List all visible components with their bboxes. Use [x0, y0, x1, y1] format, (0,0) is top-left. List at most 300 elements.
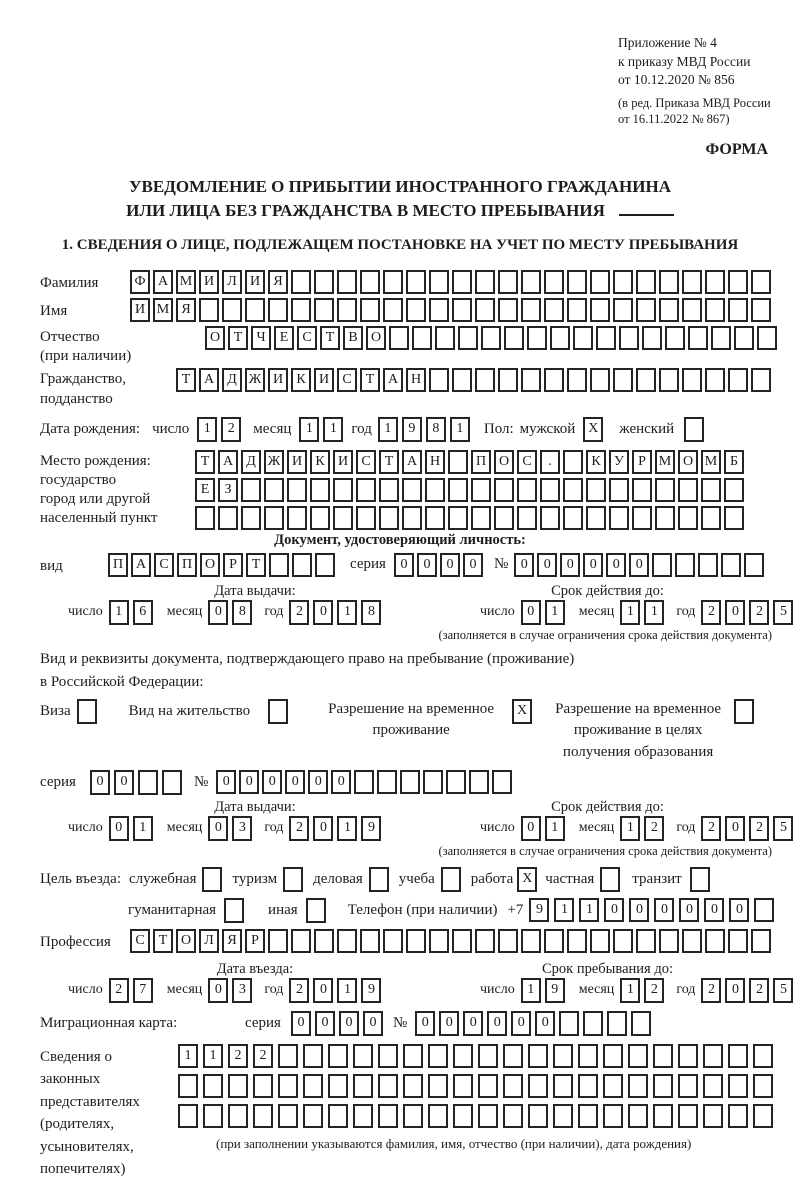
mig-number-cell[interactable]: 0 [511, 1011, 531, 1036]
given-name-cell[interactable] [383, 298, 403, 322]
surname-cell[interactable] [383, 270, 403, 294]
id-valid-day-cell[interactable]: 0 [521, 600, 541, 625]
birth-place-cell[interactable]: Е [195, 478, 215, 502]
surname-cell[interactable] [751, 270, 771, 294]
birth-year-cell[interactable]: 1 [450, 417, 470, 442]
profession-cell[interactable] [544, 929, 564, 953]
id-number-cell[interactable] [675, 553, 695, 577]
birth-place-cell[interactable]: П [471, 450, 491, 474]
given-name-cell[interactable]: М [153, 298, 173, 322]
representatives-cell[interactable] [353, 1074, 373, 1098]
id-series-cell[interactable]: 0 [394, 553, 414, 577]
surname-cell[interactable]: Я [268, 270, 288, 294]
representatives-cell[interactable]: 2 [228, 1044, 248, 1068]
citizenship-cell[interactable] [636, 368, 656, 392]
entry-day-cell[interactable]: 7 [133, 978, 153, 1003]
given-name-cell[interactable] [728, 298, 748, 322]
representatives-cell[interactable] [678, 1044, 698, 1068]
id-number-cell[interactable]: 0 [606, 553, 626, 577]
representatives-cell[interactable] [328, 1044, 348, 1068]
citizenship-cell[interactable]: Н [406, 368, 426, 392]
birth-place-cell[interactable]: Р [632, 450, 652, 474]
mig-number-cell[interactable]: 0 [439, 1011, 459, 1036]
given-name-cell[interactable] [475, 298, 495, 322]
given-name-cell[interactable]: Я [176, 298, 196, 322]
phone-cell[interactable]: 0 [679, 898, 699, 922]
stay-month-cell[interactable]: 1 [620, 978, 640, 1003]
representatives-cell[interactable] [428, 1104, 448, 1128]
representatives-cell[interactable] [528, 1074, 548, 1098]
surname-cell[interactable] [475, 270, 495, 294]
residence-permit-cell[interactable] [268, 699, 288, 724]
representatives-cell[interactable] [303, 1104, 323, 1128]
citizenship-cell[interactable] [521, 368, 541, 392]
phone-cell[interactable]: 0 [704, 898, 724, 922]
given-name-cell[interactable] [590, 298, 610, 322]
entry-year-cell[interactable]: 1 [337, 978, 357, 1003]
representatives-cell[interactable] [503, 1104, 523, 1128]
birth-place-cell[interactable]: И [333, 450, 353, 474]
birth-place-cell[interactable] [586, 478, 606, 502]
patronymic-cell[interactable]: Т [320, 326, 340, 350]
representatives-cell[interactable] [728, 1044, 748, 1068]
representatives-cell[interactable] [278, 1074, 298, 1098]
birth-place-cell[interactable]: К [586, 450, 606, 474]
profession-cell[interactable]: Я [222, 929, 242, 953]
res-number-cell[interactable]: 0 [216, 770, 236, 794]
entry-year-cell[interactable]: 2 [289, 978, 309, 1003]
id-number-cell[interactable]: 0 [537, 553, 557, 577]
representatives-cell[interactable] [478, 1044, 498, 1068]
profession-cell[interactable] [567, 929, 587, 953]
surname-cell[interactable] [406, 270, 426, 294]
birth-place-cell[interactable] [609, 506, 629, 530]
mig-number-cell[interactable]: 0 [487, 1011, 507, 1036]
surname-cell[interactable] [728, 270, 748, 294]
entry-month-cell[interactable]: 0 [208, 978, 228, 1003]
res-number-cell[interactable]: 0 [239, 770, 259, 794]
representatives-cell[interactable] [278, 1044, 298, 1068]
patronymic-cell[interactable] [389, 326, 409, 350]
res-number-cell[interactable]: 0 [262, 770, 282, 794]
birth-place-cell[interactable]: С [356, 450, 376, 474]
representatives-cell[interactable] [453, 1074, 473, 1098]
representatives-cell[interactable] [478, 1074, 498, 1098]
profession-cell[interactable] [383, 929, 403, 953]
citizenship-cell[interactable] [475, 368, 495, 392]
surname-cell[interactable]: Ф [130, 270, 150, 294]
doc-type-cell[interactable] [269, 553, 289, 577]
representatives-cell[interactable] [428, 1044, 448, 1068]
birth-year-cell[interactable]: 9 [402, 417, 422, 442]
id-number-cell[interactable] [698, 553, 718, 577]
res-valid-day-cell[interactable]: 1 [545, 816, 565, 841]
representatives-cell[interactable] [528, 1104, 548, 1128]
birth-place-cell[interactable] [241, 506, 261, 530]
representatives-cell[interactable] [553, 1074, 573, 1098]
temp-residence-edu-cell[interactable] [734, 699, 754, 724]
representatives-cell[interactable] [253, 1074, 273, 1098]
patronymic-cell[interactable] [688, 326, 708, 350]
representatives-cell[interactable] [728, 1104, 748, 1128]
given-name-cell[interactable] [406, 298, 426, 322]
purpose-humanitarian-cell[interactable] [224, 898, 244, 923]
citizenship-cell[interactable]: И [314, 368, 334, 392]
entry-month-cell[interactable]: 3 [232, 978, 252, 1003]
patronymic-cell[interactable] [665, 326, 685, 350]
representatives-cell[interactable] [603, 1044, 623, 1068]
given-name-cell[interactable] [521, 298, 541, 322]
id-issue-day-cell[interactable]: 6 [133, 600, 153, 625]
res-number-cell[interactable] [469, 770, 489, 794]
citizenship-cell[interactable] [705, 368, 725, 392]
surname-cell[interactable]: И [199, 270, 219, 294]
purpose-other-cell[interactable] [306, 898, 326, 923]
given-name-cell[interactable] [360, 298, 380, 322]
profession-cell[interactable] [406, 929, 426, 953]
profession-cell[interactable] [659, 929, 679, 953]
representatives-cell[interactable] [403, 1044, 423, 1068]
res-valid-year-cell[interactable]: 2 [701, 816, 721, 841]
citizenship-cell[interactable]: С [337, 368, 357, 392]
citizenship-cell[interactable]: И [268, 368, 288, 392]
surname-cell[interactable] [705, 270, 725, 294]
representatives-cell[interactable] [353, 1044, 373, 1068]
doc-type-cell[interactable]: П [177, 553, 197, 577]
stay-month-cell[interactable]: 2 [644, 978, 664, 1003]
id-number-cell[interactable]: 0 [583, 553, 603, 577]
id-issue-year-cell[interactable]: 1 [337, 600, 357, 625]
representatives-cell[interactable] [678, 1104, 698, 1128]
profession-cell[interactable]: Р [245, 929, 265, 953]
citizenship-cell[interactable] [498, 368, 518, 392]
visa-cell[interactable] [77, 699, 97, 724]
patronymic-cell[interactable] [757, 326, 777, 350]
birth-year-cell[interactable]: 1 [378, 417, 398, 442]
birth-place-cell[interactable] [701, 478, 721, 502]
res-series-cell[interactable]: 0 [114, 770, 134, 795]
res-number-cell[interactable] [354, 770, 374, 794]
id-valid-year-cell[interactable]: 5 [773, 600, 793, 625]
birth-place-cell[interactable]: Т [379, 450, 399, 474]
birth-place-cell[interactable] [655, 506, 675, 530]
representatives-cell[interactable] [453, 1044, 473, 1068]
representatives-cell[interactable] [653, 1074, 673, 1098]
representatives-cell[interactable] [303, 1074, 323, 1098]
res-issue-year-cell[interactable]: 2 [289, 816, 309, 841]
given-name-cell[interactable] [337, 298, 357, 322]
given-name-cell[interactable] [498, 298, 518, 322]
mig-series-cell[interactable]: 0 [315, 1011, 335, 1036]
entry-day-cell[interactable]: 2 [109, 978, 129, 1003]
id-valid-month-cell[interactable]: 1 [620, 600, 640, 625]
res-number-cell[interactable]: 0 [308, 770, 328, 794]
representatives-cell[interactable] [253, 1104, 273, 1128]
mig-number-cell[interactable] [559, 1011, 579, 1036]
profession-cell[interactable] [636, 929, 656, 953]
representatives-cell[interactable] [578, 1044, 598, 1068]
given-name-cell[interactable] [245, 298, 265, 322]
surname-cell[interactable] [314, 270, 334, 294]
doc-type-cell[interactable]: С [154, 553, 174, 577]
profession-cell[interactable] [268, 929, 288, 953]
birth-place-cell[interactable]: И [287, 450, 307, 474]
phone-cell[interactable]: 0 [654, 898, 674, 922]
id-number-cell[interactable]: 0 [514, 553, 534, 577]
birth-day-cell[interactable]: 1 [197, 417, 217, 442]
patronymic-cell[interactable]: О [205, 326, 225, 350]
patronymic-cell[interactable]: Т [228, 326, 248, 350]
representatives-cell[interactable] [553, 1104, 573, 1128]
patronymic-cell[interactable]: Ч [251, 326, 271, 350]
given-name-cell[interactable] [222, 298, 242, 322]
res-series-cell[interactable] [162, 770, 182, 795]
representatives-cell[interactable] [703, 1074, 723, 1098]
mig-number-cell[interactable] [631, 1011, 651, 1036]
mig-number-cell[interactable]: 0 [463, 1011, 483, 1036]
birth-place-cell[interactable] [448, 506, 468, 530]
given-name-cell[interactable] [291, 298, 311, 322]
res-number-cell[interactable]: 0 [285, 770, 305, 794]
res-issue-year-cell[interactable]: 9 [361, 816, 381, 841]
representatives-cell[interactable] [703, 1044, 723, 1068]
birth-place-cell[interactable] [264, 478, 284, 502]
birth-place-cell[interactable] [563, 506, 583, 530]
patronymic-cell[interactable]: С [297, 326, 317, 350]
surname-cell[interactable] [521, 270, 541, 294]
surname-cell[interactable] [498, 270, 518, 294]
representatives-cell[interactable] [203, 1074, 223, 1098]
representatives-cell[interactable] [478, 1104, 498, 1128]
res-number-cell[interactable] [400, 770, 420, 794]
profession-cell[interactable] [751, 929, 771, 953]
res-number-cell[interactable] [446, 770, 466, 794]
patronymic-cell[interactable] [481, 326, 501, 350]
surname-cell[interactable] [291, 270, 311, 294]
citizenship-cell[interactable] [452, 368, 472, 392]
doc-type-cell[interactable]: Р [223, 553, 243, 577]
birth-place-cell[interactable] [586, 506, 606, 530]
representatives-cell[interactable] [453, 1104, 473, 1128]
profession-cell[interactable] [521, 929, 541, 953]
birth-place-cell[interactable]: . [540, 450, 560, 474]
doc-type-cell[interactable] [315, 553, 335, 577]
id-issue-year-cell[interactable]: 0 [313, 600, 333, 625]
birth-place-cell[interactable]: Т [195, 450, 215, 474]
entry-year-cell[interactable]: 0 [313, 978, 333, 1003]
profession-cell[interactable]: Л [199, 929, 219, 953]
representatives-cell[interactable] [278, 1104, 298, 1128]
representatives-cell[interactable] [203, 1104, 223, 1128]
patronymic-cell[interactable] [596, 326, 616, 350]
birth-month-cell[interactable]: 1 [299, 417, 319, 442]
purpose-study-cell[interactable] [441, 867, 461, 892]
representatives-cell[interactable] [428, 1074, 448, 1098]
birth-place-cell[interactable] [379, 478, 399, 502]
citizenship-cell[interactable]: Д [222, 368, 242, 392]
profession-cell[interactable]: О [176, 929, 196, 953]
representatives-cell[interactable] [653, 1104, 673, 1128]
birth-place-cell[interactable] [195, 506, 215, 530]
patronymic-cell[interactable] [435, 326, 455, 350]
birth-place-cell[interactable] [264, 506, 284, 530]
birth-place-cell[interactable] [655, 478, 675, 502]
representatives-cell[interactable] [703, 1104, 723, 1128]
stay-year-cell[interactable]: 0 [725, 978, 745, 1003]
res-number-cell[interactable]: 0 [331, 770, 351, 794]
patronymic-cell[interactable] [504, 326, 524, 350]
representatives-cell[interactable] [328, 1074, 348, 1098]
representatives-cell[interactable] [628, 1074, 648, 1098]
representatives-cell[interactable] [628, 1044, 648, 1068]
surname-cell[interactable] [567, 270, 587, 294]
res-valid-year-cell[interactable]: 5 [773, 816, 793, 841]
representatives-cell[interactable] [228, 1104, 248, 1128]
birth-place-cell[interactable] [517, 506, 537, 530]
patronymic-cell[interactable] [734, 326, 754, 350]
res-number-cell[interactable] [423, 770, 443, 794]
doc-type-cell[interactable] [292, 553, 312, 577]
representatives-cell[interactable] [378, 1104, 398, 1128]
given-name-cell[interactable] [314, 298, 334, 322]
profession-cell[interactable] [590, 929, 610, 953]
stay-day-cell[interactable]: 9 [545, 978, 565, 1003]
profession-cell[interactable] [613, 929, 633, 953]
birth-place-cell[interactable] [333, 506, 353, 530]
given-name-cell[interactable] [682, 298, 702, 322]
entry-year-cell[interactable]: 9 [361, 978, 381, 1003]
id-valid-day-cell[interactable]: 1 [545, 600, 565, 625]
representatives-cell[interactable] [503, 1044, 523, 1068]
citizenship-cell[interactable] [544, 368, 564, 392]
surname-cell[interactable] [429, 270, 449, 294]
representatives-cell[interactable]: 1 [178, 1044, 198, 1068]
id-issue-day-cell[interactable]: 1 [109, 600, 129, 625]
mig-series-cell[interactable]: 0 [291, 1011, 311, 1036]
phone-cell[interactable]: 9 [529, 898, 549, 922]
profession-cell[interactable]: Т [153, 929, 173, 953]
birth-place-cell[interactable] [448, 478, 468, 502]
res-issue-day-cell[interactable]: 1 [133, 816, 153, 841]
res-valid-year-cell[interactable]: 0 [725, 816, 745, 841]
profession-cell[interactable]: С [130, 929, 150, 953]
phone-cell[interactable]: 1 [579, 898, 599, 922]
birth-place-cell[interactable] [310, 478, 330, 502]
patronymic-cell[interactable] [619, 326, 639, 350]
given-name-cell[interactable] [751, 298, 771, 322]
purpose-private-cell[interactable] [600, 867, 620, 892]
birth-place-cell[interactable] [471, 478, 491, 502]
surname-cell[interactable] [544, 270, 564, 294]
citizenship-cell[interactable] [567, 368, 587, 392]
representatives-cell[interactable] [403, 1074, 423, 1098]
surname-cell[interactable] [659, 270, 679, 294]
given-name-cell[interactable]: И [130, 298, 150, 322]
surname-cell[interactable] [636, 270, 656, 294]
id-issue-month-cell[interactable]: 8 [232, 600, 252, 625]
profession-cell[interactable] [728, 929, 748, 953]
birth-place-cell[interactable]: У [609, 450, 629, 474]
representatives-cell[interactable] [553, 1044, 573, 1068]
id-issue-year-cell[interactable]: 2 [289, 600, 309, 625]
profession-cell[interactable] [337, 929, 357, 953]
birth-place-cell[interactable] [356, 478, 376, 502]
given-name-cell[interactable] [659, 298, 679, 322]
res-valid-month-cell[interactable]: 2 [644, 816, 664, 841]
birth-day-cell[interactable]: 2 [221, 417, 241, 442]
profession-cell[interactable] [682, 929, 702, 953]
id-number-cell[interactable]: 0 [629, 553, 649, 577]
phone-cell[interactable] [754, 898, 774, 922]
birth-place-cell[interactable]: Б [724, 450, 744, 474]
res-series-cell[interactable] [138, 770, 158, 795]
representatives-cell[interactable] [228, 1074, 248, 1098]
surname-cell[interactable] [452, 270, 472, 294]
res-number-cell[interactable] [377, 770, 397, 794]
id-valid-month-cell[interactable]: 1 [644, 600, 664, 625]
surname-cell[interactable] [682, 270, 702, 294]
representatives-cell[interactable] [628, 1104, 648, 1128]
id-number-cell[interactable]: 0 [560, 553, 580, 577]
stay-year-cell[interactable]: 5 [773, 978, 793, 1003]
id-valid-year-cell[interactable]: 0 [725, 600, 745, 625]
citizenship-cell[interactable]: А [383, 368, 403, 392]
citizenship-cell[interactable] [613, 368, 633, 392]
patronymic-cell[interactable]: О [366, 326, 386, 350]
doc-type-cell[interactable]: А [131, 553, 151, 577]
representatives-cell[interactable] [753, 1074, 773, 1098]
citizenship-cell[interactable] [751, 368, 771, 392]
patronymic-cell[interactable] [458, 326, 478, 350]
citizenship-cell[interactable]: Т [360, 368, 380, 392]
birth-place-cell[interactable] [402, 478, 422, 502]
birth-place-cell[interactable] [218, 506, 238, 530]
doc-type-cell[interactable]: Т [246, 553, 266, 577]
surname-cell[interactable] [337, 270, 357, 294]
id-issue-month-cell[interactable]: 0 [208, 600, 228, 625]
representatives-cell[interactable] [678, 1074, 698, 1098]
birth-place-cell[interactable] [287, 506, 307, 530]
profession-cell[interactable] [360, 929, 380, 953]
res-valid-month-cell[interactable]: 1 [620, 816, 640, 841]
surname-cell[interactable] [590, 270, 610, 294]
patronymic-cell[interactable] [711, 326, 731, 350]
patronymic-cell[interactable] [527, 326, 547, 350]
id-number-cell[interactable] [744, 553, 764, 577]
res-issue-month-cell[interactable]: 0 [208, 816, 228, 841]
purpose-tourism-cell[interactable] [283, 867, 303, 892]
birth-place-cell[interactable] [724, 506, 744, 530]
birth-place-cell[interactable] [494, 478, 514, 502]
birth-place-cell[interactable] [287, 478, 307, 502]
birth-place-cell[interactable]: Ж [264, 450, 284, 474]
representatives-cell[interactable] [753, 1104, 773, 1128]
id-series-cell[interactable]: 0 [463, 553, 483, 577]
profession-cell[interactable] [314, 929, 334, 953]
given-name-cell[interactable] [544, 298, 564, 322]
surname-cell[interactable] [613, 270, 633, 294]
citizenship-cell[interactable]: Ж [245, 368, 265, 392]
purpose-business-cell[interactable] [369, 867, 389, 892]
representatives-cell[interactable] [603, 1104, 623, 1128]
birth-place-cell[interactable] [540, 506, 560, 530]
representatives-cell[interactable] [753, 1044, 773, 1068]
res-issue-month-cell[interactable]: 3 [232, 816, 252, 841]
representatives-cell[interactable] [178, 1104, 198, 1128]
birth-place-cell[interactable]: З [218, 478, 238, 502]
id-number-cell[interactable] [721, 553, 741, 577]
citizenship-cell[interactable] [659, 368, 679, 392]
